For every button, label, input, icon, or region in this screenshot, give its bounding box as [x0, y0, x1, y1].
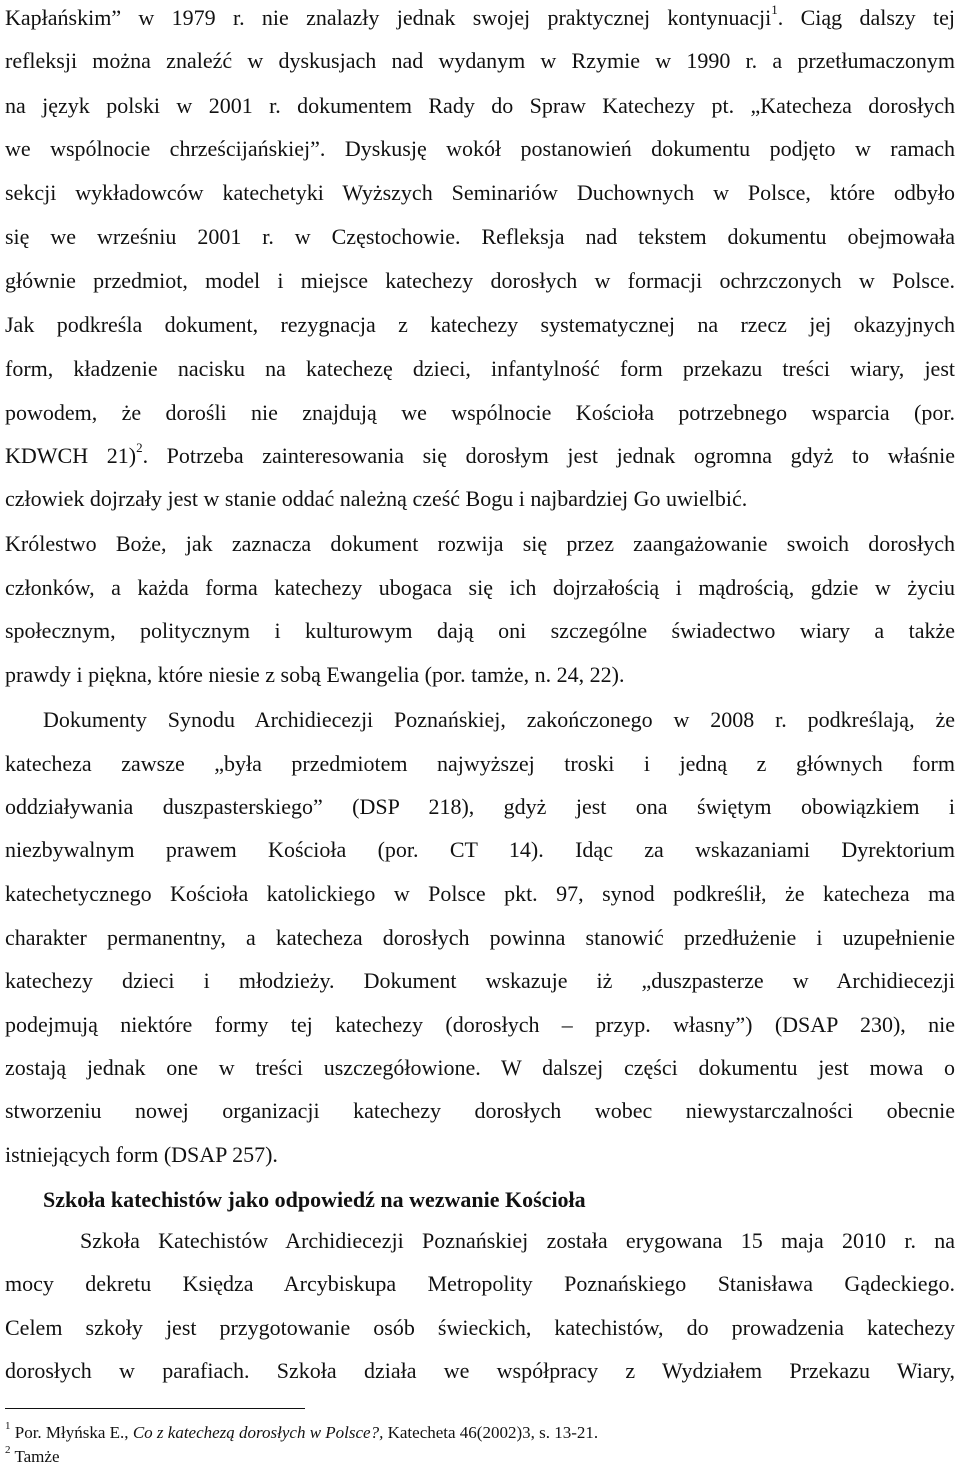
text-line: powodem, że dorośli nie znajdują we wspólnocie Kościoła potrzebnego wsparcia (por.	[5, 400, 955, 425]
footnote-number: 2	[5, 1444, 11, 1457]
text-line: we wspólnocie chrześcijańskiej”. Dyskusję wokół postanowień dokumentu podjęto w ramach	[5, 136, 955, 161]
text-line: człowiek dojrzały jest w stanie oddać należną cześć Bogu i najbardziej Go uwielbić.	[5, 486, 748, 511]
footnote-title: Co z katechezą dorosłych w Polsce?,	[132, 1423, 384, 1442]
text-line: zostają jednak one w treści uszczegółowione. W dalszej części dokumentu jest mowa o	[5, 1055, 955, 1080]
text-line: się we wrześniu 2001 r. w Częstochowie. Refleksja nad tekstem dokumentu obejmowała	[5, 224, 955, 249]
text-line: głównie przedmiot, model i miejsce katechezy dorosłych w formacji ochrzczonych w Polsce.	[5, 268, 955, 293]
footnote-ref[interactable]: 2	[136, 439, 143, 455]
footnote-separator	[5, 1408, 305, 1409]
text-line: mocy dekretu Księdza Arcybiskupa Metropolity Poznańskiego Stanisława Gądeckiego.	[5, 1271, 955, 1296]
paragraph-first-line: Szkoła Katechistów Archidiecezji Poznańskiej została erygowana 15 maja 2010 r. na	[80, 1228, 955, 1253]
text-line: członków, a każda forma katechezy ubogaca się ich dojrzałością i mądrością, gdzie w życiu	[5, 575, 955, 600]
text-line: Królestwo Boże, jak zaznacza dokument rozwija się przez zaangażowanie swoich dorosłych	[5, 531, 955, 556]
text-line: niezbywalnym prawem Kościoła (por. CT 14). Idąc za wskazaniami Dyrektorium	[5, 837, 955, 862]
text-line: katecheza zawsze „była przedmiotem najwyższej troski i jedną z głównych form	[5, 751, 955, 776]
text-line: społecznym, politycznym i kulturowym dają oni szczególne świadectwo wiary a także	[5, 618, 955, 643]
text-line: refleksji można znaleźć w dyskusjach nad wydanym w Rzymie w 1990 r. a przetłumaczonym	[5, 48, 955, 73]
section-heading: Szkoła katechistów jako odpowiedź na wezwanie Kościoła	[43, 1187, 586, 1212]
footnote-number: 1	[5, 1420, 11, 1433]
text-line: Celem szkoły jest przygotowanie osób świeckich, katechistów, do prowadzenia katechezy	[5, 1315, 955, 1340]
text-line: sekcji wykładowców katechetyki Wyższych Seminariów Duchownych w Polsce, które odbyło	[5, 180, 955, 205]
text-line: katechezy dzieci i młodzieży. Dokument wskazuje iż „duszpasterze w Archidiecezji	[5, 968, 955, 993]
text-line: katechetycznego Kościoła katolickiego w Polsce pkt. 97, synod podkreślił, że katecheza ma	[5, 881, 955, 906]
text-line: charakter permanentny, a katecheza dorosłych powinna stanowić przedłużenie i uzupełnienie	[5, 925, 955, 950]
text-line: KDWCH 21)$^2$. Potrzeba zainteresowania się dorosłym jest jednak ogromna gdyż to właśnie	[5, 439, 955, 468]
paragraph-first-line: Dokumenty Synodu Archidiecezji Poznańskiej, zakończonego w 2008 r. podkreślają, że	[43, 707, 955, 732]
text-line: stworzeniu nowej organizacji katechezy dorosłych wobec niewystarczalności obecnie	[5, 1098, 955, 1123]
footnote: $^1$ Por. Młyńska E., Co z katechezą dorosłych w Polsce?, Katecheta 46(2002)3, s. 13-21.	[5, 1420, 599, 1442]
text-line: dorosłych w parafiach. Szkoła działa we współpracy z Wydziałem Przekazu Wiary,	[5, 1358, 955, 1383]
text-line: Jak podkreśla dokument, rezygnacja z katechezy systematycznej na rzecz jej okazyjnych	[5, 312, 955, 337]
text-line: podejmują niektóre formy tej katechezy (dorosłych – przyp. własny”) (DSAP 230), nie	[5, 1012, 955, 1037]
footnote-ref[interactable]: 1	[771, 1, 778, 17]
text-line: istniejących form (DSAP 257).	[5, 1142, 278, 1167]
text-line: Kapłańskim” w 1979 r. nie znalazły jednak swojej praktycznej kontynuacji$^1$. Ciąg dalszy tej	[5, 1, 955, 30]
text-line: na język polski w 2001 r. dokumentem Rady do Spraw Katechezy pt. „Katecheza dorosłych	[5, 93, 955, 118]
footnote: $^2$ Tamże	[5, 1444, 60, 1466]
text-line: prawdy i piękna, które niesie z sobą Ewangelia (por. tamże, n. 24, 22).	[5, 662, 625, 687]
text-line: form, kładzenie nacisku na katechezę dzieci, infantylność form przekazu treści wiary, jest	[5, 356, 955, 381]
text-line: oddziaływania duszpasterskiego” (DSP 218), gdyż jest ona świętym obowiązkiem i	[5, 794, 955, 819]
